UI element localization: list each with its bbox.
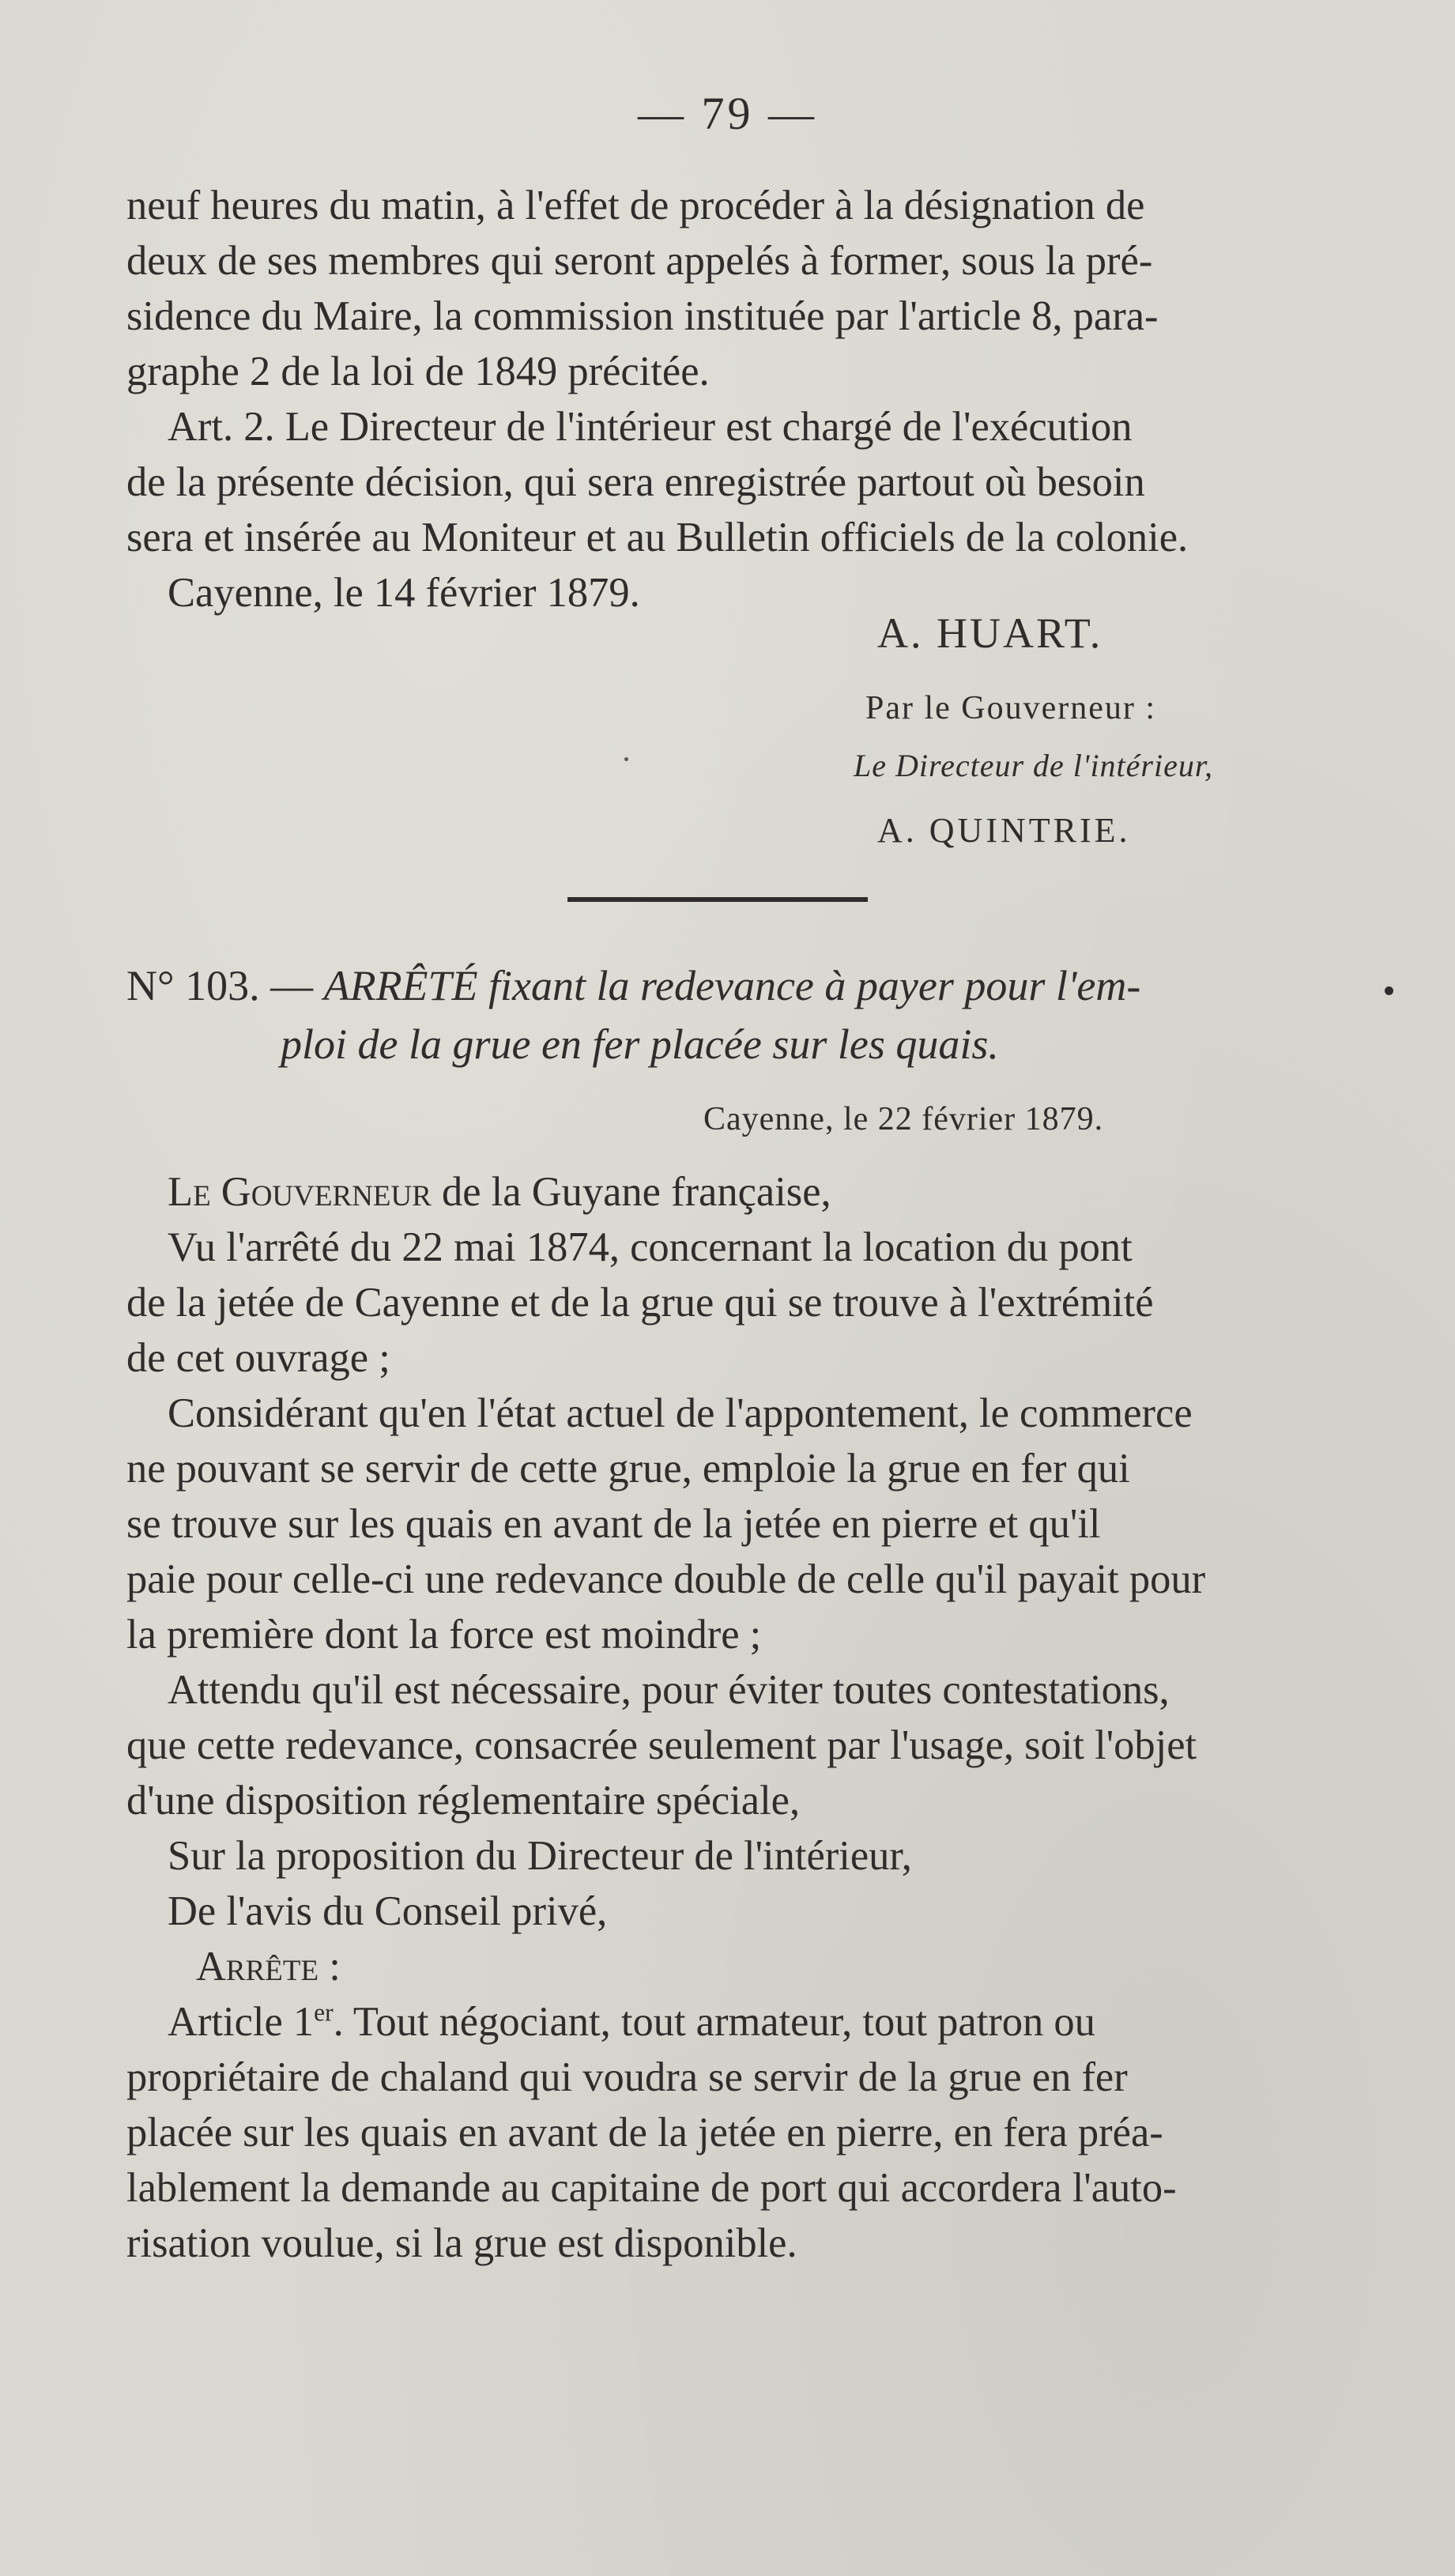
governor-line [126,1164,1298,1220]
text-line: deux de ses membres qui seront appelés à former, sous la pré- [126,238,1153,284]
article-1-line: placée sur les quais en avant de la jetée en pierre, en fera préa- [126,2110,1163,2155]
vu-line: de cet ouvrage ; [126,1335,390,1381]
text-line: sera et insérée au Moniteur et au Bulletin officiels de la colonie. [126,515,1189,560]
attendu-line: d'une disposition réglementaire spéciale, [126,1778,801,1824]
text-line: neuf heures du matin, à l'effet de procéder à la désignation de [126,183,1145,228]
text-line: Art. 2. Le Directeur de l'intérieur est chargé de l'exécution [168,404,1133,450]
considerant-line: ne pouvant se servir de cette grue, emploie la grue en fer qui [126,1446,1130,1492]
decree-number: N° 103. — [126,962,314,1009]
decree-title [126,956,1328,1073]
attendu-line: que cette redevance, consacrée seulement par l'usage, soit l'objet [126,1722,1197,1768]
governor-smallcaps: Le Gouverneur [168,1169,432,1215]
article-1-rest: . Tout négociant, tout armateur, tout patron ou [333,1999,1095,2045]
ink-speck [624,757,628,761]
article-2-paragraph [126,399,1298,620]
vu-line: de la jetée de Cayenne et de la grue qui se trouve à l'extrémité [126,1280,1154,1326]
text-line: sidence du Maire, la commission instituée par l'article 8, para- [126,293,1159,339]
intro-paragraph [126,178,1298,399]
margin-dot [1385,986,1393,995]
de-line: De l'avis du Conseil privé, [168,1888,608,1934]
signature-name: A. HUART. [877,609,1103,657]
text-line: de la présente décision, qui sera enregistrée partout où besoin [126,459,1145,505]
attendu-line: Attendu qu'il est nécessaire, pour éviter toutes contestations, [168,1667,1170,1713]
page-number: — 79 — [638,88,817,139]
decree-title-line-1: ARRÊTÉ fixant la redevance à payer pour l'em- [323,962,1141,1009]
sur-line: Sur la proposition du Directeur de l'intérieur, [168,1833,912,1879]
text-line: graphe 2 de la loi de 1849 précitée. [126,349,710,394]
vu-line: Vu l'arrêté du 22 mai 1874, concernant la location du pont [168,1224,1133,1270]
signature-role: Le Directeur de l'intérieur, [854,748,1213,783]
decree-date: Cayenne, le 22 février 1879. [703,1101,1104,1137]
signature-par: Par le Gouverneur : [865,690,1157,726]
article-1-line: propriétaire de chaland qui voudra se servir de la grue en fer [126,2054,1128,2100]
article-1-line [126,1994,1298,2050]
date-line-1: Cayenne, le 14 février 1879. [168,570,640,616]
decree-body [126,1164,1298,2271]
article-1-line: risation voulue, si la grue est disponible. [126,2220,797,2266]
arrete-heading: Arrête : [196,1944,341,1990]
governor-rest: de la Guyane française, [431,1169,831,1215]
decree-title-line-2: ploi de la grue en fer placée sur les quais. [281,1020,999,1068]
considerant-line: paie pour celle-ci une redevance double de celle qu'il payait pour [126,1556,1206,1602]
considerant-line: se trouve sur les quais en avant de la jetée en pierre et qu'il [126,1501,1101,1547]
section-divider [567,897,868,902]
signature-name-2: A. QUINTRIE. [877,811,1131,850]
considerant-line: Considérant qu'en l'état actuel de l'appontement, le commerce [168,1390,1193,1436]
considerant-line: la première dont la force est moindre ; [126,1612,762,1658]
article-1-label: Article 1 [168,1999,315,2045]
article-1-sup: er [314,1998,334,2027]
article-1-line: lablement la demande au capitaine de port qui accordera l'auto- [126,2165,1177,2211]
